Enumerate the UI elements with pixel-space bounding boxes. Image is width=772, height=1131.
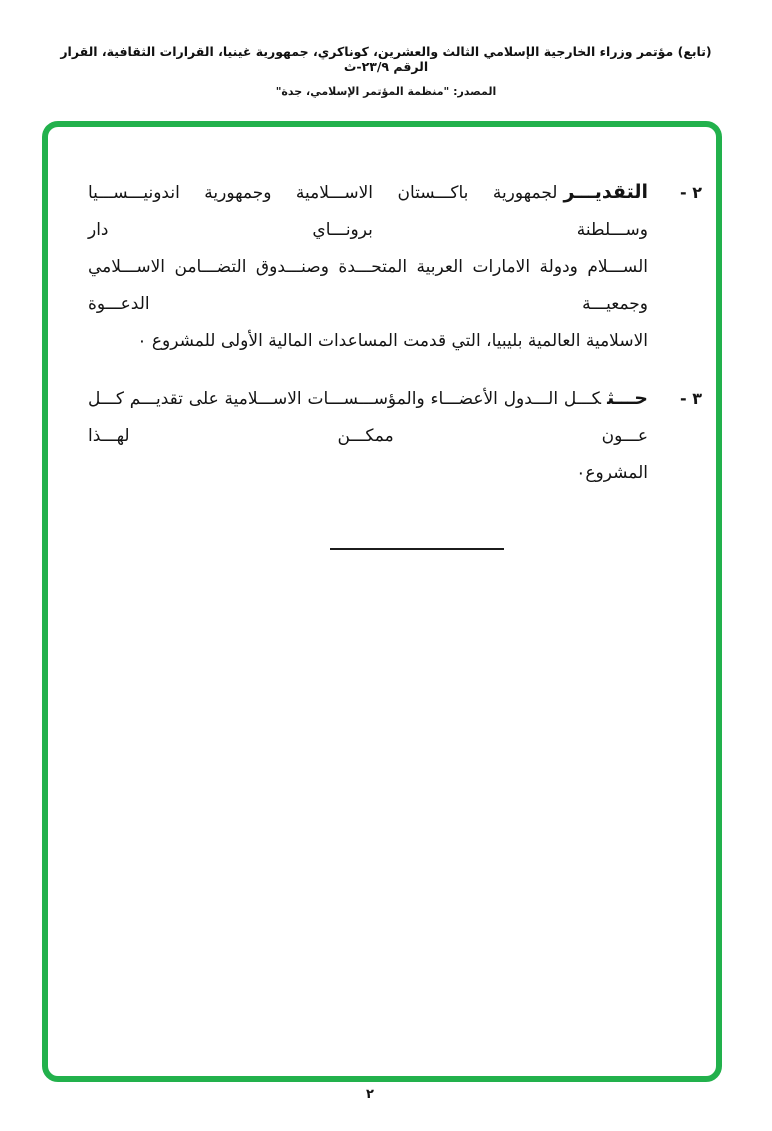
item-number: ٢ - [680,183,702,202]
document-title-line: (تابع) مؤتمر وزراء الخارجية الإسلامي الثالث والعشرين، كوناكري، جمهورية غينيا، القرارات الثقافية، القرار الرقم ٢٣/٩-ث [60,44,712,74]
item-line-text: كـــل الـــدول الأعضـــاء والمؤســـســـات الاســـلامية على تقديـــم كـــل عـــون ممكـــن لهـــذا [88,389,648,446]
item-line: الســـلام ودولة الامارات العربية المتحـــدة وصنـــدوق التضـــامن الاســـلامي وجمعيـــة الدعـــوة [88,257,648,314]
item-number: ٣ - [680,389,702,408]
resolution-item-3 [88,380,702,492]
item-lead-word: التقديـــر [563,181,648,203]
item-text [88,380,648,492]
item-lead-word: حـــث [607,387,648,409]
item-line-text: لجمهورية باكـــستان الاســـلامية وجمهورية اندونيـــســـيا وســـلطنة برونـــاي دار [88,183,648,240]
item-line: المشروع٠ [576,463,648,483]
document-header [0,0,772,98]
highlight-frame [42,121,722,1082]
item-line [88,380,648,455]
document-source-line: المصدر: "منظمة المؤتمر الإسلامي، جدة" [275,85,497,98]
item-line: الاسلامية العالمية بليبيا، التي قدمت المساعدات المالية الأولى للمشروع ٠ [137,331,648,351]
section-divider-rule [330,548,504,550]
resolution-item-2 [88,174,702,360]
item-text [88,174,648,360]
page-number: ٢ [366,1087,374,1102]
item-line [88,174,648,249]
